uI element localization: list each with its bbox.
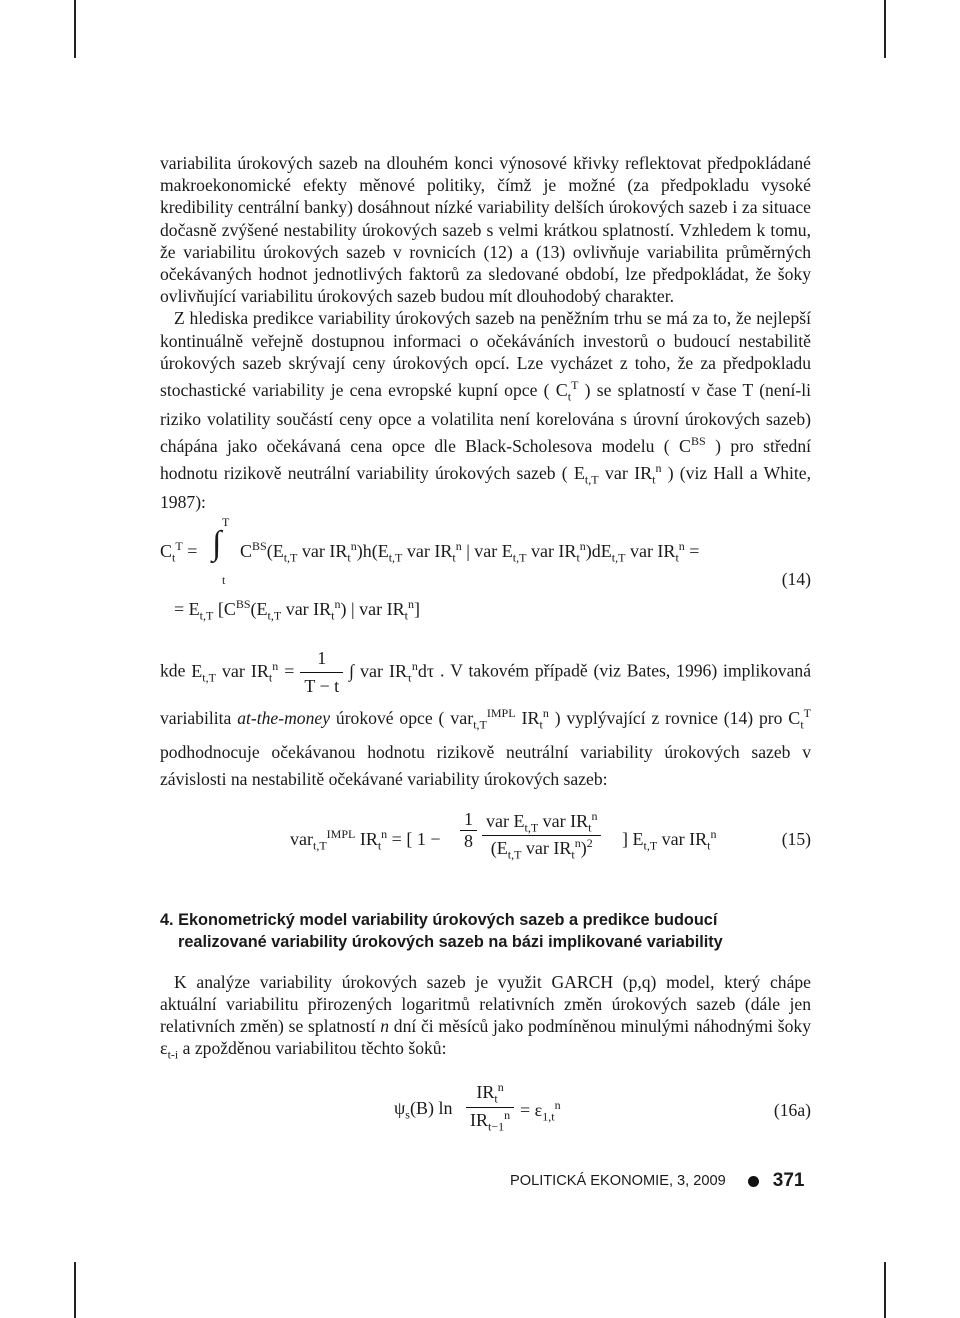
math-inline-ct: $C_t^T$ (555, 378, 579, 404)
math-inline-cbs: $C^{BS}$ (679, 434, 706, 457)
page-number: 371 (772, 1170, 805, 1191)
crop-mark-bottom-right (884, 1262, 886, 1318)
journal-name: POLITICKÁ EKONOMIE, 3, 2009 (510, 1173, 726, 1189)
paragraph-2-part-b: ) se splatností v čase T (není-li riziko volatility součástí ceny opce a volatilita není korelována s úrovní úrokových sazeb) chápána jako očekávaná cena opce dle Black-Scholesova modelu ( (160, 380, 811, 457)
paragraph-4-emphasis: n (380, 1016, 390, 1037)
paragraph-4-part-c: a zpožděnou variabilitou těchto šoků: (182, 1038, 447, 1059)
paragraph-3-emphasis: at-the-money (237, 708, 331, 729)
math-inline-ct-2: $C_t^T$ (788, 706, 811, 732)
paragraph-4 (160, 971, 811, 1066)
equation-15-number: (15) (781, 828, 811, 849)
crop-mark-top-left (74, 0, 76, 58)
equation-16a: $\psi_s(B)$ ln $IR_t^n$ $IR_{t-1}^n$ = $\varepsilon_{1,t}^n$ (16a) (394, 1080, 811, 1134)
paragraph-2-part-d: ) (viz Hall a White, 1987): (160, 463, 811, 513)
paragraph-3-part-b: úrokové opce ( (335, 708, 445, 729)
section-heading (160, 909, 811, 953)
paragraph-2 (160, 307, 811, 513)
crop-mark-bottom-left (74, 1262, 76, 1318)
equation-14-number: (14) (781, 569, 811, 590)
paragraph-2-part-a: Z hlediska predikce variability úrokových sazeb na peněžním trhu se má za to, že nejlepší kontinuálně veřejně dostupnou informaci o očekáváních investorů o budoucí nestabilitě úrokových sazeb skrývají ceny úrokových opcí. Lze vycházet z toho, že za předpokladu stochastické variability je cena evropské kupní opce ( (160, 308, 811, 401)
paragraph-3-part-c: ) vyplývající z rovnice (14) pro (554, 708, 783, 729)
equation-15: var$_{t,T}^{IMPL}$ $IR_t^n$ = [ 1 − $\frac{1}{8}$ var $E_{t,T}$ var $IR_t^n$ ($E_{t,T}$ var $IR_t^n)^2$ ] $E_{t,T}$ var $IR_t^n$ (15) (290, 808, 811, 863)
equation-16a-number: (16a) (773, 1100, 811, 1121)
math-inline-epsilon: $\varepsilon_{t-i}$ (160, 1038, 179, 1063)
paragraph-1: variabilita úrokových sazeb na dlouhém konci výnosové křivky reflektovat předpokládané makroekonomické efekty měnové politiky, čímž je možné (za předpokladu vysoké kredibility centrální banky) dosáhnout nízké variability delších úrokových sazeb i za situace dočasně zvýšené nestability úrokových sazeb s velmi krátkou splatností. Vzhledem k tomu, že variabilitu úrokových sazeb v rovnicích (12) a (13) ovlivňuje variabilita průměrných očekávaných hodnot jednotlivých faktorů za sledované období, lze předpokládat, že šoky ovlivňující variabilitu úrokových sazeb budou mít dlouhodobý charakter. (160, 153, 811, 307)
equation-14-line-1: $C_t^T$ = ∫ T t $C^{BS}(E_{t,T}$ var $IR_t^n)h(E_{t,T}$ var $IR_t^n$ | var $E_{t,T}$ var $IR_t^n)dE_{t,T}$ var $IR_t^n$ = (160, 515, 700, 588)
math-inline-expectation: $E_{t,T}$ var $IR_t^n$ (573, 461, 662, 487)
paragraph-3 (160, 645, 811, 793)
paragraph-3-part-a: . V takovém případě (viz Bates, 1996) implikovaná variabilita (160, 660, 812, 729)
paragraph-4-part-b: dní či měsíců jako podmíněnou minulými náhodnými šoky (393, 1016, 811, 1037)
paragraph-3-kde: kde (160, 660, 186, 681)
math-inline-impl-var: var$_{t,T}^{IMPL}$ $IR_t^n$ (450, 706, 549, 732)
equation-14-line-2: = $E_{t,T}$ [$C^{BS}(E_{t,T}$ var $IR_t^n$) | var $IR_t^n$] (14) (174, 569, 811, 623)
page-body (160, 152, 811, 1142)
paragraph-3-part-d: podhodnocuje očekávanou hodnotu rizikově neutrální variability úrokových sazeb v závislosti na nestabilitě očekávané variability úrokových sazeb: (160, 741, 811, 789)
section-heading-line-2: realizované variability úrokových sazeb na bázi implikované variability (178, 932, 723, 951)
crop-mark-top-right (884, 0, 886, 58)
math-inline-expected-variance: $E_{t,T}$ var $IR_t^n$ = $\frac{1}{T - t}$ ∫ var $IR_\tau^nd\tau$ (191, 661, 434, 681)
bullet-icon (748, 1176, 759, 1187)
paragraph-2-part-c: ) pro střední hodnotu rizikově neutrální variability úrokových sazeb ( (160, 436, 812, 484)
section-heading-line-1: 4. Ekonometrický model variability úrokových sazeb a predikce budoucí (160, 910, 718, 929)
paragraph-4-part-a: K analýze variability úrokových sazeb je využit GARCH (p,q) model, který chápe aktuální variabilitu přirozených logaritmů relativních změn úrokových sazeb (dále jen relativních změn) se splatností (160, 971, 811, 1037)
page-footer (510, 1170, 810, 1192)
